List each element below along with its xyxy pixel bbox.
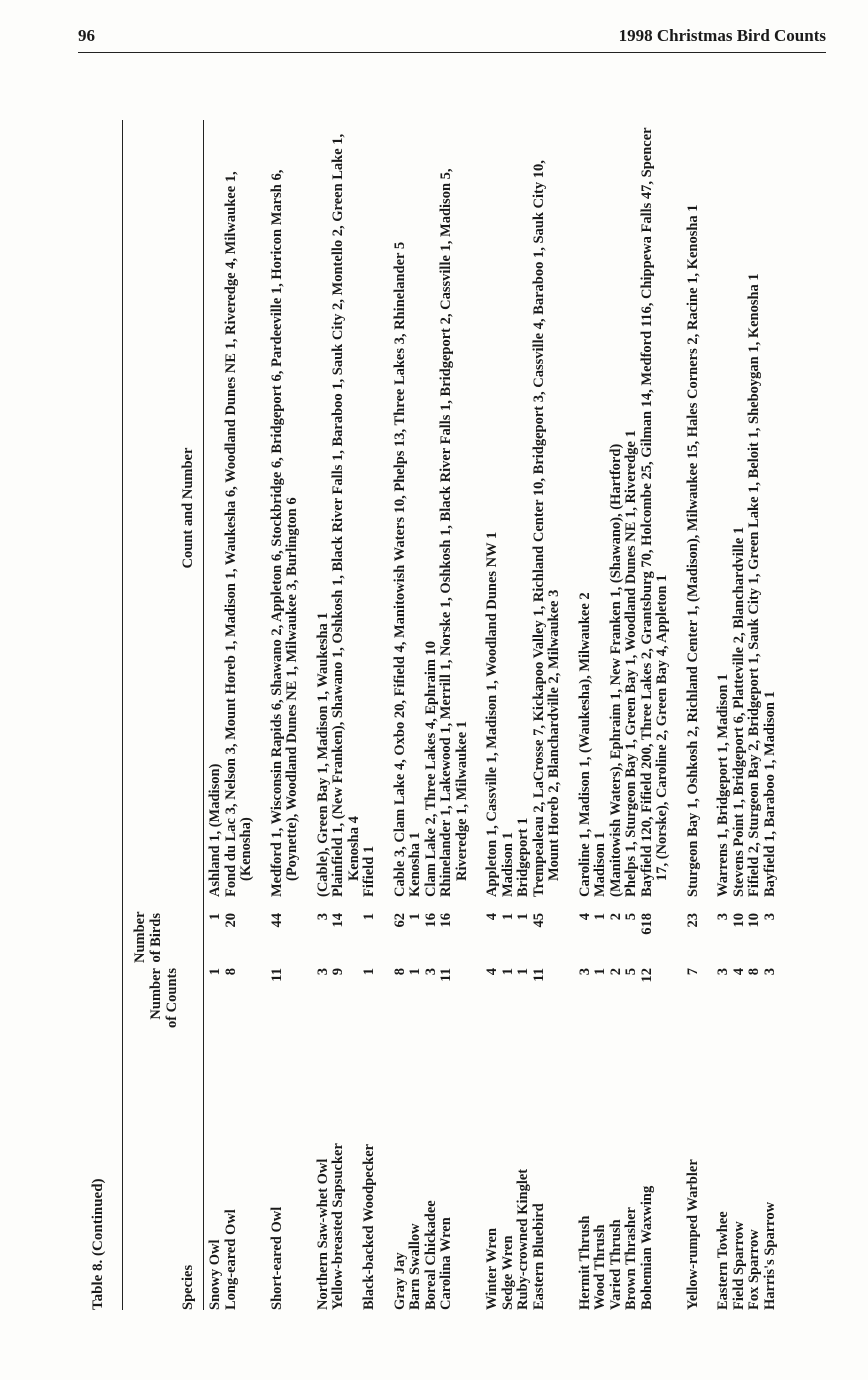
column-header-species: Species [180, 1264, 196, 1310]
count-detail-cell: Ashland 1, (Madison) [207, 763, 223, 897]
counts-cell: 5 [623, 968, 639, 976]
count-detail-cell: Cable 3, Clam Lake 4, Oxbo 20, Fifield 4, Manitowish Waters 10, Phelps 13, Three Lakes 3, Rhinelander 5 [391, 241, 408, 897]
birds-cell: 45 [530, 913, 547, 928]
counts-cell: 1 [592, 968, 608, 976]
counts-cell: 1 [207, 968, 223, 976]
birds-cell: 5 [623, 913, 639, 921]
count-detail-cell: Caroline 1, Madison 1, (Waukesha), Milwaukee 2 [576, 592, 593, 897]
table-row [501, 120, 517, 1310]
count-detail-cell: Clam Lake 2, Three Lakes 4, Ephraim 10 [422, 640, 439, 897]
counts-cell: 12 [638, 968, 655, 983]
birds-cell: 2 [607, 913, 624, 921]
count-detail-cell: Phelps 1, Sturgeon Bay 1, Green Bay 1, Woodland Dunes NE 1, Riveredge 1 [623, 430, 639, 897]
birds-cell: 10 [746, 913, 762, 928]
count-detail-cell: Sturgeon Bay 1, Oshkosh 2, Richland Center 1, (Madison), Milwaukee 15, Hales Corners 2, Racine 1, Kenosha 1 [684, 204, 701, 897]
birds-cell: 1 [515, 913, 531, 921]
count-detail-cell: Fifield 1 [361, 845, 377, 897]
table-row [393, 120, 409, 1310]
species-cell: Eastern Bluebird [530, 1203, 547, 1310]
species-cell: Black-backed Woodpecker [361, 1143, 377, 1310]
birds-cell: 3 [314, 913, 331, 921]
table-row [208, 120, 224, 1310]
species-cell: Brown Thrasher [623, 1207, 639, 1310]
table-row [408, 120, 424, 1310]
birds-cell: 1 [407, 913, 423, 921]
count-detail-cell: (Cable), Green Bay 1, Madison 1, Waukesha 1 [314, 612, 331, 897]
table-row [624, 120, 640, 1310]
species-cell: Hermit Thrush [576, 1215, 593, 1310]
table-header-rule [203, 120, 204, 1310]
table-row [609, 120, 625, 1310]
counts-cell: 4 [484, 968, 500, 976]
count-detail-cell: Medford 1, Wisconsin Rapids 6, Shawano 2, Appleton 6, Stockbridge 6, Bridgeport 6, Pardeeville 1, Horicon Marsh 6, (Poynette), Woodland Dunes NE 1, Milwaukee 3, Burlington 6 [268, 169, 300, 897]
count-detail-cell: Rhinelander 1, Lakewood 1, Merrill 1, Norske 1, Oshkosh 1, Black River Falls 1, Bridgeport 2, Cassville 1, Madison 5, Riveredge 1, Milwaukee 1 [438, 168, 470, 897]
species-cell: Northern Saw-whet Owl [314, 1158, 331, 1310]
species-cell: Short-eared Owl [268, 1206, 285, 1310]
birds-cell: 62 [391, 913, 408, 928]
counts-cell: 1 [515, 968, 531, 976]
counts-cell: 11 [530, 968, 547, 982]
species-cell: Gray Jay [391, 1252, 408, 1310]
table-row [485, 120, 501, 1310]
species-cell: Fox Sparrow [746, 1229, 762, 1310]
counts-cell: 8 [222, 968, 239, 976]
count-detail-cell: Appleton 1, Cassville 1, Madison 1, Woodland Dunes NW 1 [484, 531, 500, 897]
table-row [532, 120, 563, 1310]
table-row [593, 120, 609, 1310]
counts-cell: 1 [407, 968, 423, 976]
species-cell: Boreal Chickadee [422, 1200, 439, 1310]
table-row [424, 120, 440, 1310]
count-detail-cell: Warrens 1, Bridgeport 1, Madison 1 [715, 673, 731, 897]
count-detail-cell: (Manitowish Waters), Ephraim 1, New Franken 1, (Shawano), (Hartford) [607, 443, 624, 897]
table-caption: Table 8. (Continued) [90, 1178, 106, 1310]
counts-cell: 3 [761, 968, 778, 976]
counts-cell: 9 [330, 968, 346, 976]
table-8-rotated [90, 120, 810, 1310]
count-detail-cell: Kenosha 1 [407, 832, 423, 897]
birds-cell: 3 [761, 913, 778, 921]
count-detail-cell: Bayfield 1, Baraboo 1, Madison 1 [761, 691, 778, 897]
species-cell: Yellow-breasted Sapsucker [330, 1143, 346, 1310]
table-row [747, 120, 763, 1310]
count-detail-cell: Trempealeau 2, LaCrosse 7, Kickapoo Valley 1, Richland Center 10, Bridgeport 3, Cassville 4, Baraboo 1, Sauk City 10, Mount Horeb 2, Blanchardville 2, Milwaukee 3 [530, 160, 562, 897]
count-detail-cell: Fifield 2, Sturgeon Bay 2, Bridgeport 1, Sauk City 1, Green Lake 1, Beloit 1, Sheboygan 1, Kenosha 1 [746, 273, 762, 897]
species-cell: Ruby-crowned Kinglet [515, 1168, 531, 1310]
birds-cell: 4 [576, 913, 593, 921]
table-row [716, 120, 732, 1310]
birds-cell: 1 [207, 913, 223, 921]
counts-cell: 1 [499, 968, 516, 976]
birds-cell: 16 [422, 913, 439, 928]
count-detail-cell: Stevens Point 1, Bridgeport 6, Platteville 2, Blanchardville 1 [730, 526, 747, 897]
table-row [270, 120, 301, 1310]
species-cell: Bohemian Waxwing [638, 1185, 655, 1310]
species-cell: Barn Swallow [407, 1223, 423, 1310]
table-row [516, 120, 532, 1310]
counts-cell: 11 [438, 968, 454, 982]
species-cell: Varied Thrush [607, 1219, 624, 1310]
table-row [439, 120, 470, 1310]
counts-cell: 3 [576, 968, 593, 976]
species-cell: Eastern Towhee [715, 1211, 731, 1310]
birds-cell: 10 [730, 913, 747, 928]
birds-cell: 44 [268, 913, 285, 928]
table-row [316, 120, 332, 1310]
species-cell: Winter Wren [484, 1227, 500, 1310]
page-header [78, 26, 826, 53]
table-row [578, 120, 594, 1310]
birds-cell: 20 [222, 913, 239, 928]
running-title: 1998 Christmas Bird Counts [618, 26, 826, 45]
page-number: 96 [78, 26, 95, 45]
birds-cell: 14 [330, 913, 346, 928]
counts-cell: 8 [746, 968, 762, 976]
species-cell: Yellow-rumped Warbler [684, 1159, 701, 1310]
count-detail-cell: Madison 1 [592, 832, 608, 897]
species-cell: Snowy Owl [207, 1239, 223, 1310]
birds-cell: 16 [438, 913, 454, 928]
birds-cell: 3 [715, 913, 731, 921]
birds-cell: 1 [499, 913, 516, 921]
species-cell: Wood Thrush [592, 1224, 608, 1310]
species-cell: Field Sparrow [730, 1221, 747, 1310]
counts-cell: 8 [391, 968, 408, 976]
table-row [331, 120, 362, 1310]
birds-cell: 4 [484, 913, 500, 921]
count-detail-cell: Bridgeport 1 [515, 817, 531, 897]
species-cell: Sedge Wren [499, 1235, 516, 1310]
column-header-birds: Number of Birds [132, 911, 164, 963]
counts-cell: 3 [422, 968, 439, 976]
counts-cell: 11 [268, 968, 285, 982]
species-cell: Long-eared Owl [222, 1209, 239, 1310]
counts-cell: 7 [684, 968, 701, 976]
birds-cell: 1 [592, 913, 608, 921]
table-row [224, 120, 255, 1310]
table-row [763, 120, 779, 1310]
species-cell: Carolina Wren [438, 1217, 454, 1310]
table-top-rule [122, 120, 123, 1310]
counts-cell: 1 [361, 968, 377, 976]
table-row [686, 120, 702, 1310]
count-detail-cell: Fond du Lac 3, Nelson 3, Mount Horeb 1, Madison 1, Waukesha 6, Woodland Dunes NE 1, Riveredge 4, Milwaukee 1, (Kenosha) [222, 171, 254, 897]
count-detail-cell: Plainfield 1, (New Franken), Shawano 1, Oshkosh 1, Black River Falls 1, Baraboo 1, Sauk City 2, Montello 2, Green Lake 1, Kenosha 4 [330, 133, 362, 897]
table-body [208, 120, 778, 1310]
table-row [640, 120, 671, 1310]
count-detail-cell: Bayfield 120, Fifield 200, Three Lakes 2, Grantsburg 70, Holcombe 25, Gilman 14, Medford 116, Chippewa Falls 47, Spencer 17, (Norske), Caroline 2, Green Bay 4, Appleton 1 [638, 127, 670, 897]
birds-cell: 1 [361, 913, 377, 921]
birds-cell: 23 [684, 913, 701, 928]
counts-cell: 2 [607, 968, 624, 976]
birds-cell: 618 [638, 913, 655, 935]
count-detail-cell: Madison 1 [499, 832, 516, 897]
counts-cell: 4 [730, 968, 747, 976]
table-row [732, 120, 748, 1310]
species-cell: Harris's Sparrow [761, 1201, 778, 1310]
column-header-counts: Number of Counts [148, 968, 180, 1029]
table-row [362, 120, 378, 1310]
column-header-count-and-number: Count and Number [180, 447, 196, 569]
counts-cell: 3 [715, 968, 731, 976]
counts-cell: 3 [314, 968, 331, 976]
